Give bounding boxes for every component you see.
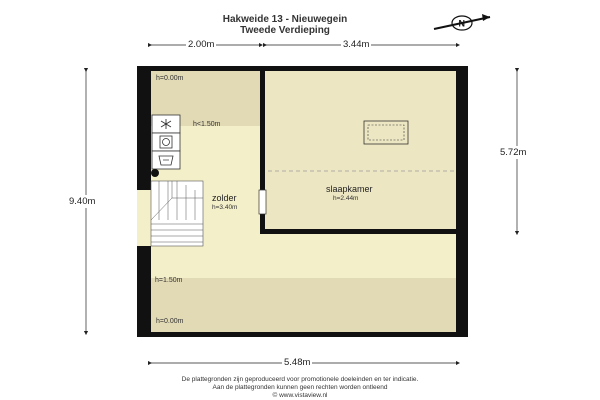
low-zone-bottom bbox=[137, 278, 468, 334]
dim-label-left: 9.40m bbox=[69, 196, 96, 207]
interior-wall-horizontal bbox=[260, 229, 458, 234]
exterior-wall-left-lower bbox=[137, 246, 151, 337]
plan-subtitle: Tweede Verdieping bbox=[240, 25, 330, 36]
exterior-wall-left-upper bbox=[137, 66, 151, 190]
footer-disclaimer-line2: Aan de plattegronden kunnen geen rechten worden ontleend bbox=[212, 384, 388, 391]
appliance-washer bbox=[152, 133, 180, 151]
compass-icon bbox=[434, 14, 490, 30]
interior-wall-vertical bbox=[260, 66, 265, 190]
exterior-wall-top bbox=[137, 66, 468, 71]
dim-label-top-right: 3.44m bbox=[343, 39, 370, 50]
dim-label-bottom: 5.48m bbox=[284, 357, 311, 368]
footer-disclaimer-line1: De plattegronden zijn geproduceerd voor promotionele doeleinden en ter indicatie. bbox=[181, 376, 419, 383]
plan-title: Hakweide 13 - Nieuwegein bbox=[222, 14, 348, 25]
footer-copyright: © www.vistaview.nl bbox=[272, 392, 328, 399]
height-label-bottom: h=0.00m bbox=[156, 318, 184, 325]
room-height-slaapkamer: h=2.44m bbox=[333, 195, 359, 202]
room-height-zolder: h=3.40m bbox=[212, 204, 238, 211]
door bbox=[259, 190, 266, 214]
slaapkamer-floor bbox=[263, 68, 468, 231]
drain-point bbox=[151, 169, 159, 177]
exterior-wall-bottom bbox=[137, 332, 468, 337]
appliance-ventilation bbox=[152, 115, 180, 133]
height-label-lower: h=1.50m bbox=[155, 277, 183, 284]
dim-label-top-left: 2.00m bbox=[188, 39, 215, 50]
appliance-dryer bbox=[152, 151, 180, 169]
dim-label-right: 5.72m bbox=[500, 147, 527, 158]
staircase bbox=[151, 181, 203, 246]
svg-text:N: N bbox=[458, 18, 465, 29]
exterior-wall-right bbox=[456, 66, 468, 337]
room-name-zolder: zolder bbox=[212, 193, 237, 203]
height-label-top: h=0.00m bbox=[156, 75, 184, 82]
room-name-slaapkamer: slaapkamer bbox=[326, 184, 373, 194]
height-label-near-kitchen: h<1.50m bbox=[193, 121, 221, 128]
